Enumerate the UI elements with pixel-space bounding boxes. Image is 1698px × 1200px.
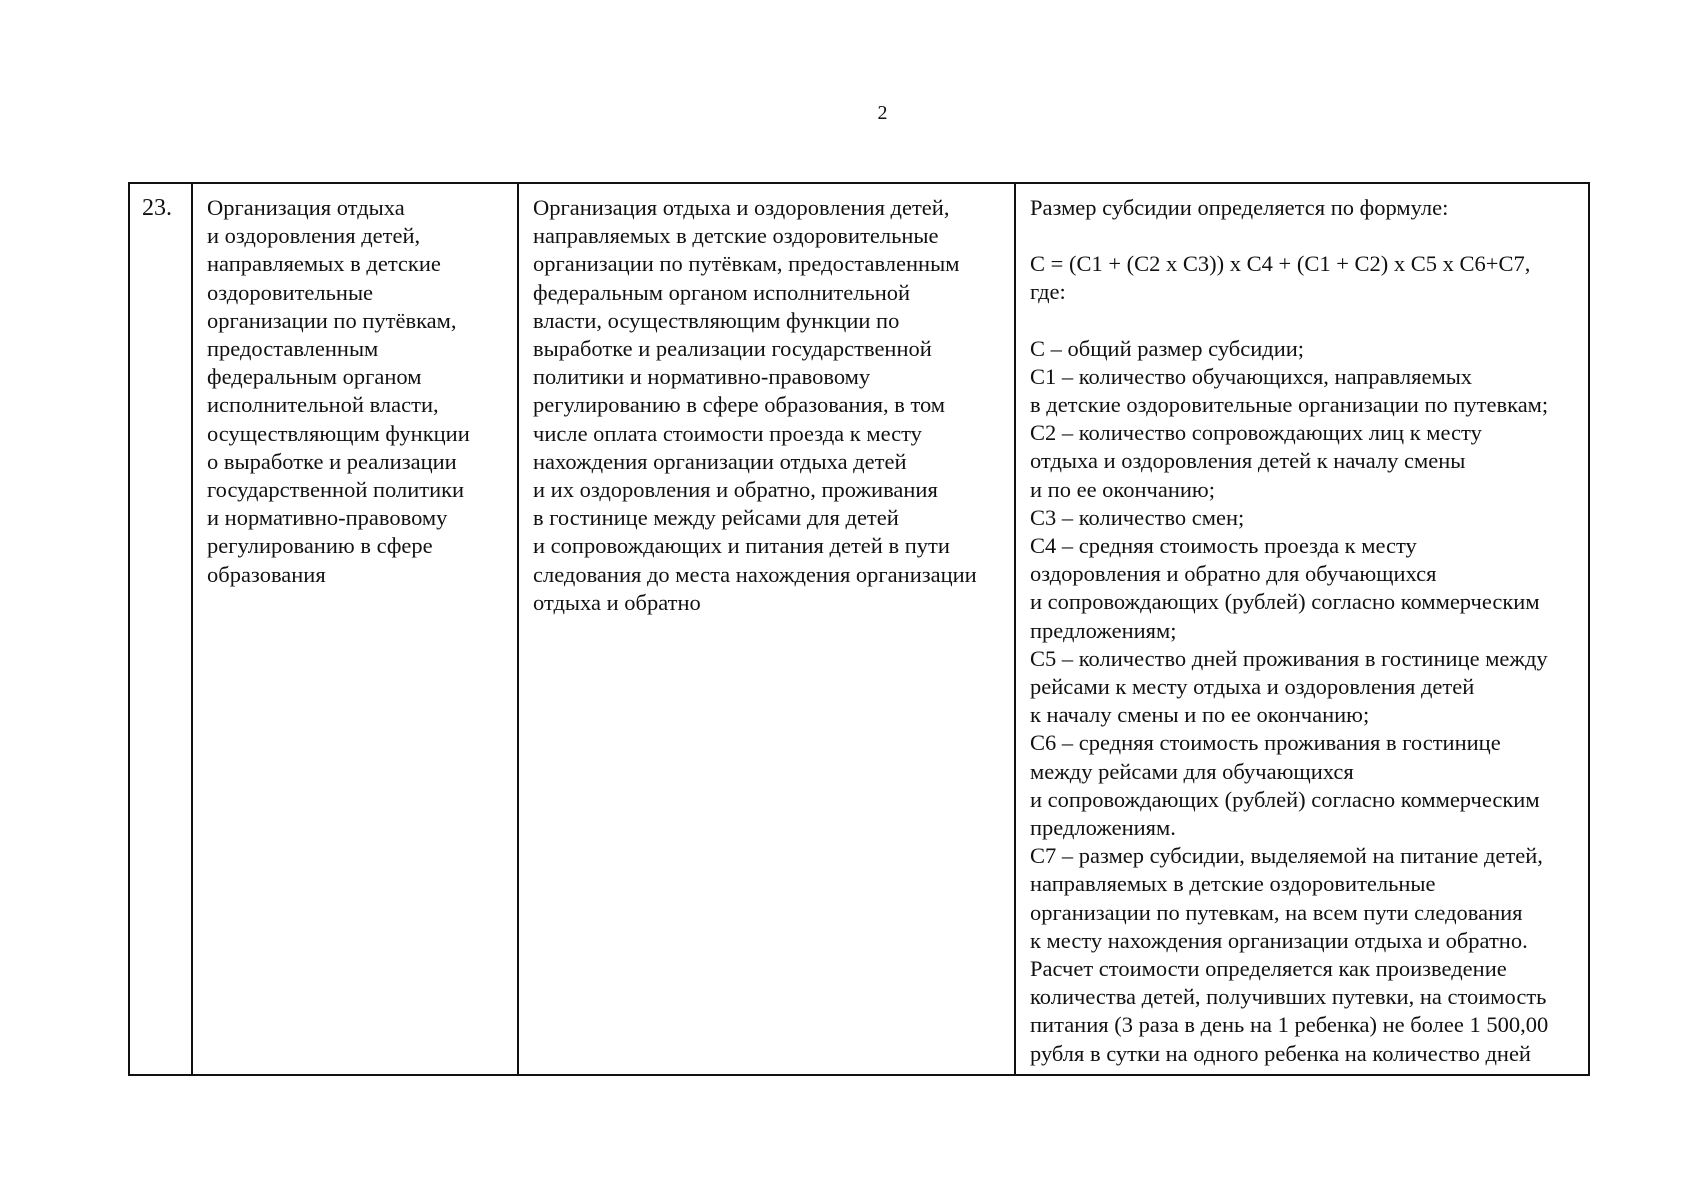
- definition-line: питания (3 раза в день на 1 ребенка) не более 1 500,00: [1030, 1012, 1549, 1038]
- definition-line: С1 – количество обучающихся, направляемых: [1030, 363, 1473, 389]
- definition-line: С6 – средняя стоимость проживания в гостинице: [1030, 730, 1501, 756]
- definition-line: и сопровождающих (рублей) согласно коммерческим: [1030, 786, 1540, 812]
- definition-line: отдыха и оздоровления детей к началу смены: [1030, 448, 1466, 474]
- definition-line: предложениям;: [1030, 617, 1177, 643]
- definition-line: к месту нахождения организации отдыха и обратно.: [1030, 927, 1528, 953]
- description-line: власти, осуществляющим функции по: [533, 307, 900, 333]
- description-line: Организация отдыха и оздоровления детей,: [533, 195, 950, 220]
- description-line: организации по путёвкам, предоставленным: [533, 251, 960, 277]
- definition-line: предложениям.: [1030, 815, 1176, 841]
- activity-name-line: регулированию в сфере: [207, 533, 433, 559]
- definition-line: количества детей, получивших путевки, на стоимость: [1030, 984, 1547, 1010]
- definition-line: оздоровления и обратно для обучающихся: [1030, 561, 1437, 587]
- definition-line: и по ее окончанию;: [1030, 476, 1215, 502]
- activity-name-line: образования: [207, 561, 326, 587]
- description-line: регулированию в сфере образования, в том: [533, 392, 946, 418]
- row-number-cell: [129, 183, 192, 1075]
- activity-name-line: осуществляющим функции: [207, 420, 470, 446]
- definition-line: в детские оздоровительные организации по путевкам;: [1030, 392, 1549, 418]
- definition-line: организации по путевкам, на всем пути следования: [1030, 899, 1523, 925]
- description-line: следования до места нахождения организации: [533, 561, 977, 587]
- activity-description: [533, 194, 1010, 617]
- definition-line: рубля в сутки на одного ребенка на количество дней: [1030, 1040, 1531, 1066]
- definition-line: Расчет стоимости определяется как произведение: [1030, 956, 1507, 982]
- activity-name-line: Организация отдыха: [207, 195, 405, 220]
- row-number: 23.: [142, 195, 172, 221]
- activity-name-line: исполнительной власти,: [207, 392, 439, 418]
- page-number: 2: [877, 102, 888, 124]
- description-line: нахождения организации отдыха детей: [533, 448, 907, 474]
- table-row: [129, 183, 1589, 1075]
- definition-line: С – общий размер субсидии;: [1030, 335, 1305, 361]
- description-line: числе оплата стоимости проезда к месту: [533, 420, 922, 446]
- activity-name-line: организации по путёвкам,: [207, 307, 457, 333]
- description-line: направляемых в детские оздоровительные: [533, 223, 939, 249]
- description-line: и сопровождающих и питания детей в пути: [533, 533, 950, 559]
- formula-line: С = (С1 + (С2 х С3)) х С4 + (С1 + С2) х С5 х С6+С7,: [1030, 251, 1531, 277]
- definition-line: С5 – количество дней проживания в гостинице между: [1030, 645, 1548, 671]
- description-line: выработке и реализации государственной: [533, 336, 932, 362]
- formula-definitions: [1030, 335, 1584, 1068]
- definition-line: и сопровождающих (рублей) согласно коммерческим: [1030, 589, 1540, 615]
- definition-line: С4 – средняя стоимость проезда к месту: [1030, 533, 1417, 559]
- description-cell: [518, 183, 1015, 1075]
- formula-line: где:: [1030, 279, 1066, 305]
- description-line: в гостинице между рейсами для детей: [533, 505, 899, 531]
- activity-name-line: направляемых в детские: [207, 251, 441, 277]
- activity-name: [207, 194, 513, 589]
- description-line: отдыха и обратно: [533, 589, 701, 615]
- description-line: политики и нормативно-правовому: [533, 364, 871, 390]
- activity-name-line: оздоровительные: [207, 279, 374, 305]
- definition-line: к началу смены и по ее окончанию;: [1030, 702, 1370, 728]
- formula-cell: [1015, 183, 1589, 1075]
- formula: [1030, 250, 1584, 306]
- activity-name-line: предоставленным: [207, 336, 379, 362]
- definition-line: между рейсами для обучающихся: [1030, 758, 1354, 784]
- activity-name-line: государственной политики: [207, 477, 465, 503]
- activity-name-cell: [192, 183, 518, 1075]
- definition-line: направляемых в детские оздоровительные: [1030, 871, 1436, 897]
- definition-line: С7 – размер субсидии, выделяемой на питание детей,: [1030, 843, 1543, 869]
- description-line: и их оздоровления и обратно, проживания: [533, 477, 938, 503]
- activity-name-line: и оздоровления детей,: [207, 223, 421, 249]
- activity-name-line: федеральным органом: [207, 364, 422, 390]
- definition-line: С3 – количество смен;: [1030, 504, 1245, 530]
- definition-line: рейсами к месту отдыха и оздоровления детей: [1030, 674, 1475, 700]
- description-line: федеральным органом исполнительной: [533, 279, 911, 305]
- activity-name-line: о выработке и реализации: [207, 448, 457, 474]
- definition-line: С2 – количество сопровождающих лиц к месту: [1030, 420, 1482, 446]
- subsidy-table: [128, 182, 1590, 1076]
- formula-intro: Размер субсидии определяется по формуле:: [1030, 195, 1449, 220]
- activity-name-line: и нормативно-правовому: [207, 505, 448, 531]
